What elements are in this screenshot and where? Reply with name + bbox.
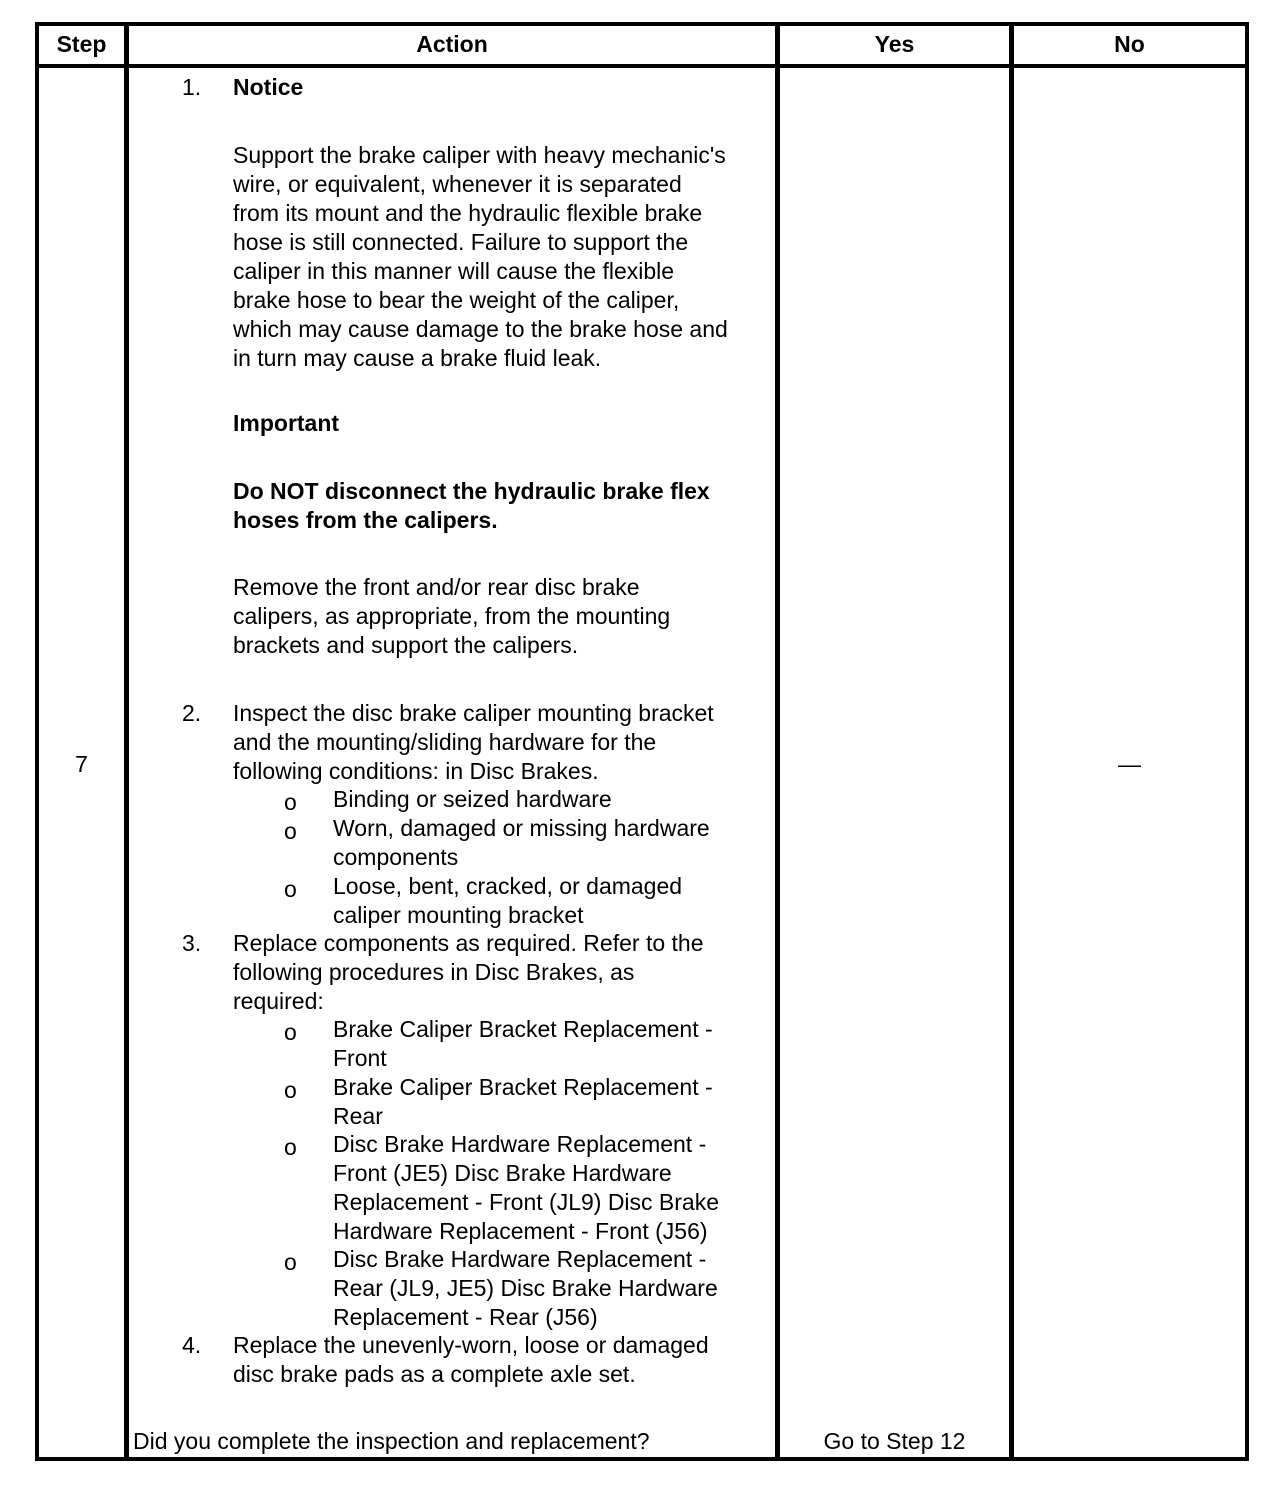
header-no: No — [1114, 31, 1145, 57]
replace-text: Replace components as required. Refer to the following procedures in Disc Brakes, as required: — [233, 930, 704, 1014]
item-number: 1. — [182, 74, 202, 100]
step-action-divider — [124, 22, 129, 1461]
diagnostic-table — [35, 22, 1249, 1461]
yes-value: Go to Step 12 — [823, 1428, 966, 1454]
bullet-marker: o — [284, 789, 297, 815]
bullet-marker: o — [284, 1249, 297, 1275]
no-value: — — [1118, 751, 1141, 777]
list-item: Worn, damaged or missing hardware components — [333, 815, 710, 870]
bullet-marker: o — [284, 818, 297, 844]
question-text: Did you complete the inspection and replacement? — [133, 1428, 650, 1454]
list-item: Disc Brake Hardware Replacement - Front (JE5) Disc Brake Hardware Replacement - Front (JL9) Disc Brake Hardware Replacement - Front (J56) — [333, 1131, 720, 1244]
list-item: Binding or seized hardware — [333, 786, 612, 812]
important-text: Do NOT disconnect the hydraulic brake flex hoses from the calipers. — [233, 478, 710, 533]
header-action: Action — [416, 31, 488, 57]
bullet-marker: o — [284, 1134, 297, 1160]
remove-calipers-text: Remove the front and/or rear disc brake calipers, as appropriate, from the mounting brackets and support the calipers. — [233, 574, 671, 658]
action-yes-divider — [775, 22, 780, 1461]
replace-pads-text: Replace the unevenly-worn, loose or damaged disc brake pads as a complete axle set. — [233, 1332, 709, 1387]
table-bottom-border — [35, 1457, 1249, 1461]
bullet-marker: o — [284, 876, 297, 902]
header-step: Step — [56, 31, 107, 57]
item-number: 3. — [182, 930, 202, 956]
inspect-text: Inspect the disc brake caliper mounting bracket and the mounting/sliding hardware for the following conditions: in Disc Brakes. — [233, 700, 714, 784]
important-title: Important — [233, 410, 340, 436]
header-yes: Yes — [874, 31, 915, 57]
bullet-marker: o — [284, 1019, 297, 1045]
yes-no-divider — [1009, 22, 1014, 1461]
item-number: 2. — [182, 700, 202, 726]
table-left-border — [35, 22, 39, 1461]
item-number: 4. — [182, 1332, 202, 1358]
list-item: Brake Caliper Bracket Replacement - Rear — [333, 1074, 713, 1129]
list-item: Loose, bent, cracked, or damaged caliper mounting bracket — [333, 873, 683, 928]
notice-text: Support the brake caliper with heavy mechanic's wire, or equivalent, whenever it is separated from its mount and the hydraulic flexible brake hose is still connected. Failure to support the caliper in this manner will cause the flexible brake hose to bear the weight of the caliper, which may cause damage to the brake hose and in turn may cause a brake fluid leak. — [233, 142, 728, 371]
notice-title: Notice — [233, 74, 304, 100]
step-number: 7 — [75, 751, 88, 777]
list-item: Brake Caliper Bracket Replacement - Front — [333, 1016, 713, 1071]
bullet-marker: o — [284, 1077, 297, 1103]
list-item: Disc Brake Hardware Replacement - Rear (JL9, JE5) Disc Brake Hardware Replacement - Rear (J56) — [333, 1246, 718, 1330]
table-right-border — [1245, 22, 1249, 1461]
